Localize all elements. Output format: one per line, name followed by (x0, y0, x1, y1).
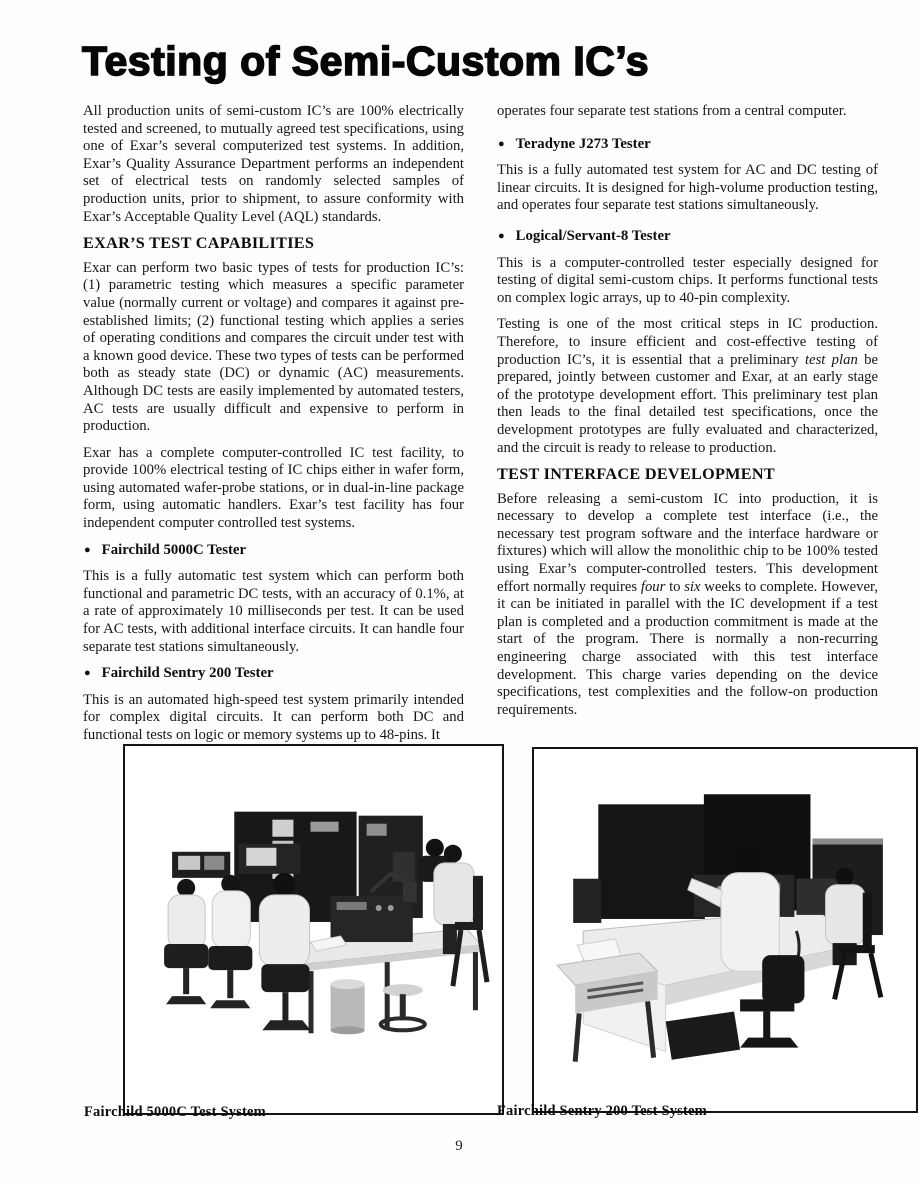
bullet-item-teradyne-j273 (498, 136, 878, 155)
paragraph-test-interface (497, 491, 878, 720)
bullet-icon: ● (498, 229, 505, 242)
text-segment: Testing is one of the most critical steps in IC production. Therefore, to insure efficient and cost-effective testing of production IC’s, it is essential that a preliminary (497, 316, 878, 368)
paragraph-fairchild-5000c: This is a fully automatic test system which can perform both functional and parametric DC tests, with an accuracy of 0.1%, at a rate of approximately 10 milliseconds per test. It can be used for AC tests, with additional interface circuits. It can handle four separate test stations simultaneously. (83, 568, 464, 655)
section-heading-test-interface: TEST INTERFACE DEVELOPMENT (497, 465, 775, 484)
text-italic-test-plan: test plan (804, 351, 858, 368)
floor-unit (666, 1011, 740, 1059)
page-number: 9 (455, 1138, 463, 1154)
paragraph-test-plan (497, 316, 878, 457)
bullet-icon: ● (84, 667, 91, 680)
column-left (83, 103, 464, 754)
bullet-item-fairchild-5000c (84, 542, 464, 561)
bullet-label-sentry-200: Fairchild Sentry 200 Tester (101, 665, 274, 682)
paragraph-test-facility: Exar has a complete computer-controlled IC test facility, to provide 100% electrical testing of IC chips either in wafer form, using automated wafer-probe stations, or in dual-in-line package form, using automatic handlers. Exar’s test facility has four independent computer controlled test systems. (83, 444, 464, 532)
bullet-item-logical-servant-8 (498, 228, 878, 247)
bullet-label-teradyne-j273: Teradyne J273 Tester (515, 135, 651, 152)
text-segment: weeks to complete. However, it can be initiated in parallel with the IC development if a test plan is completed and a production commitment is made at the start of the program. There is normally a non-recurring engineering charge associated with this test interface development. This charge varies depending on the device specifications, test complexities and the follow-on production requirements. (497, 578, 878, 718)
text-italic-four: four (640, 578, 666, 595)
bullet-label-logical-servant-8: Logical/Servant-8 Tester (515, 227, 671, 244)
paragraph-intro: All production units of semi-custom IC’s are 100% electrically tested and screened, to mutually agreed test specifications, using one of Exar’s several computerized test systems. In addition, Exar’s Quality Assurance Department performs an independent set of electrical tests on randomly selected samples of production units, prior to shipment, to assure conformity with Exar’s Acceptable Quality Level (AQL) standards. (83, 103, 464, 225)
column-right (497, 103, 878, 754)
paragraph-test-types: Exar can perform two basic types of tests for production IC’s: (1) parametric testing which measures a specific parameter value (normally current or voltage) and compares it against pre-established limits; (2) functional testing which applies a series of operating conditions and compares the circuit under test with a known good device. These two types of tests can be performed both as steady state (DC) or dynamic (AC) measurements. Although DC tests are easily implemented by automated testers, AC tests are usually difficult and expensive to perform in production. (83, 259, 464, 435)
photo-sentry-200-illustration (543, 758, 907, 1102)
page-title: Testing of Semi-Custom IC’s (82, 38, 650, 84)
photo-fairchild-5000c-illustration (134, 755, 493, 1104)
photo-fairchild-5000c (123, 744, 504, 1115)
section-heading-test-capabilities: EXAR’S TEST CAPABILITIES (83, 234, 315, 253)
text-columns (83, 103, 879, 754)
bullet-icon: ● (84, 543, 91, 556)
text-italic-six: six (684, 578, 701, 595)
bullet-label-fairchild-5000c: Fairchild 5000C Tester (101, 541, 247, 558)
bullet-item-sentry-200 (84, 665, 464, 684)
photo-caption-fairchild-5000c: Fairchild 5000C Test System (84, 1104, 266, 1120)
text-segment: to (665, 578, 685, 595)
paragraph-teradyne-j273: This is a fully automated test system for AC and DC testing of linear circuits. It is designed for high-volume production testing, and operates four separate test stations simultaneously. (497, 162, 878, 214)
photo-caption-sentry-200: Fairchild Sentry 200 Test System (497, 1103, 707, 1119)
waste-bin (331, 979, 365, 1034)
paragraph-sentry-200-continued: operates four separate test stations from a central computer. (497, 103, 847, 119)
bullet-icon: ● (498, 137, 505, 150)
paragraph-logical-servant-8: This is a computer-controlled tester especially designed for testing of digital semi-custom chips. It performs functional tests on complex logic arrays, up to 40-pin complexity. (497, 254, 878, 306)
paragraph-sentry-200: This is an automated high-speed test system primarily intended for complex digital circuits. It can perform both DC and functional tests on logic or memory systems up to 48-pins. It (83, 691, 464, 743)
text-segment: Before releasing a semi-custom IC into production, it is necessary to develop a complete test interface (i.e., the necessary test program software and the interface hardware or fixtures) which will allow the monolithic chip to be 100% tested using Exar’s computer-controlled testers. This development effort normally requires (497, 490, 878, 595)
photo-sentry-200 (532, 747, 918, 1113)
text-segment: be prepared, jointly between customer and Exar, at an early stage of the prototype development effort. This preliminary test plan then leads to the final detailed test specifications, once the development prototypes are fully evaluated and characterized, and the circuit is ready to release to production. (497, 351, 878, 456)
